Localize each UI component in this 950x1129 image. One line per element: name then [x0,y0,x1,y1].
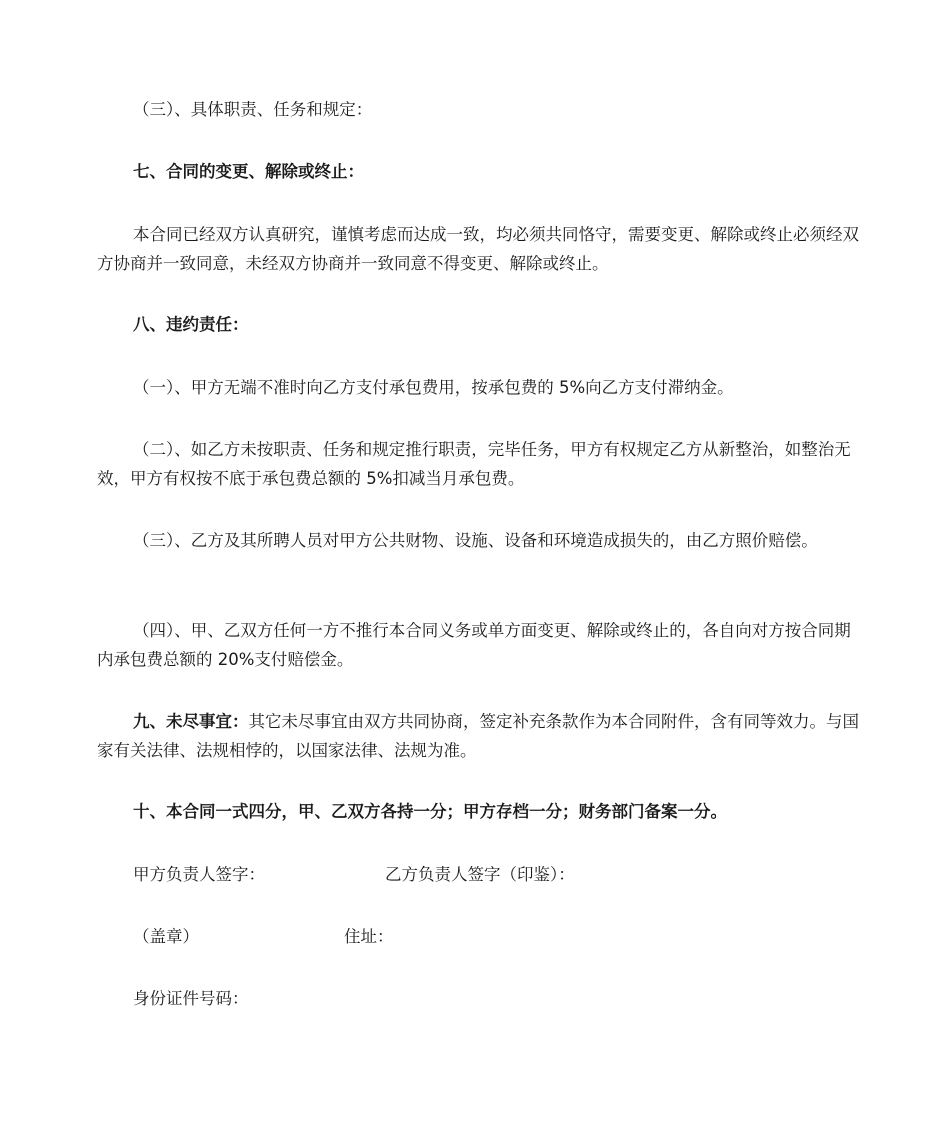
section-9-body: 其它未尽事宜由双方共同协商，签定补充条款作为本合同附件，含有同等效力。与国家有关法律、法规相悖的，以国家法律、法规为准。 [97,712,859,760]
seal-label: （盖章） [133,927,199,946]
heading-section-7: 七、合同的变更、解除或终止： [133,162,364,181]
clause-6-3: （三）、具体职责、任务和规定： [133,100,373,119]
clause-8-2: （二）、如乙方未按职责、任务和规定推行职责，完毕任务，甲方有权规定乙方从新整治，如整治无效，甲方有权按不底于承包费总额的 5%扣减当月承包费。 [97,440,851,488]
address-label: 住址： [344,927,394,946]
clause-8-1: （一）、甲方无端不准时向乙方支付承包费用，按承包费的 5%向乙方支付滞纳金。 [133,378,734,397]
party-a-signature-label: 甲方负责人签字： [133,865,265,884]
heading-section-10: 十、本合同一式四分，甲、乙双方各持一分；甲方存档一分；财务部门备案一分。 [133,802,727,821]
id-number-label: 身份证件号码： [133,989,249,1008]
clause-8-3: （三）、乙方及其所聘人员对甲方公共财物、设施、设备和环境造成损失的，由乙方照价赔偿。 [133,531,818,550]
heading-section-8: 八、违约责任： [133,315,249,334]
heading-section-9: 九、未尽事宜： [133,712,249,731]
paragraph-section-7: 本合同已经双方认真研究，谨慎考虑而达成一致，均必须共同恪守，需要变更、解除或终止必须经双方协商并一致同意，未经双方协商并一致同意不得变更、解除或终止。 [97,225,859,273]
clause-8-4: （四）、甲、乙双方任何一方不推行本合同义务或单方面变更、解除或终止的，各自向对方按合同期内承包费总额的 20%支付赔偿金。 [97,621,851,669]
party-b-signature-label: 乙方负责人签字（印鉴）： [385,865,575,884]
paragraph-section-9 [97,707,865,765]
